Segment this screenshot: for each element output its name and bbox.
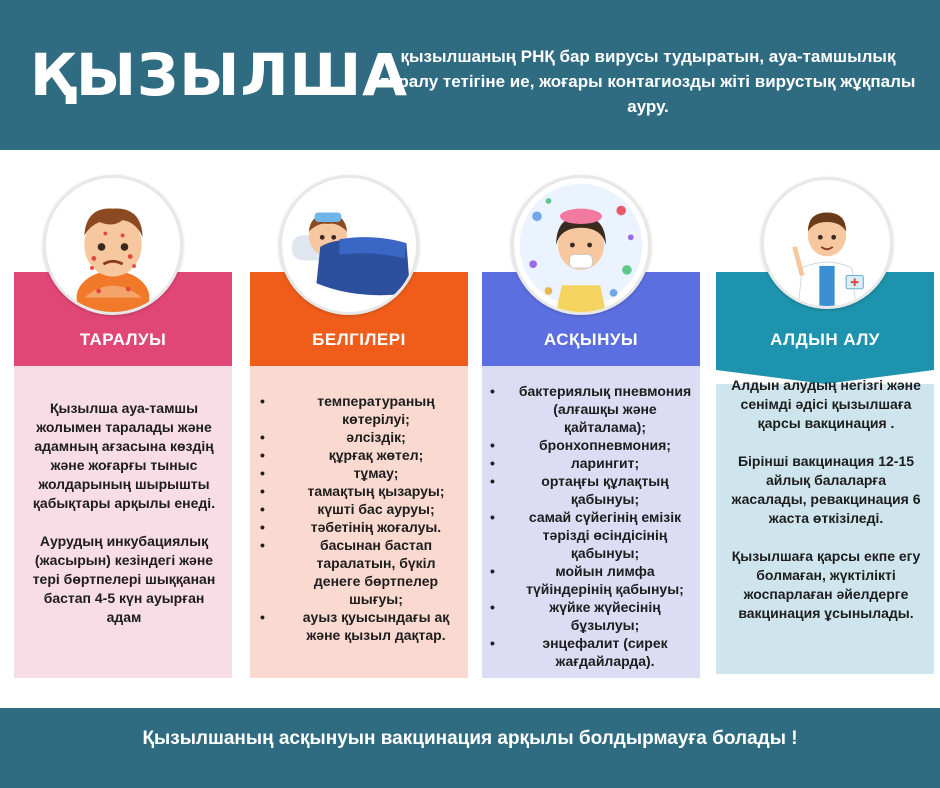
column-transmission [14, 175, 232, 685]
column-label: ТАРАЛУЫ [79, 330, 167, 349]
list-item: • тұмау; [258, 464, 464, 482]
column-body [716, 377, 934, 674]
list-item: • самай сүйегінің емізік тәрізді өсіндісінің қабынуы; [488, 508, 696, 562]
list-item: • жүйке жүйесінің бұзылуы; [488, 598, 696, 634]
symptom-list [258, 392, 464, 644]
column-complications [482, 175, 700, 685]
list-item: • күшті бас ауруы; [258, 500, 464, 518]
list-item: • мойын лимфа түйіндерінің қабынуы; [488, 562, 696, 598]
list-item: • температураның көтерілуі; [258, 392, 464, 428]
column-symptoms [250, 175, 468, 685]
list-item: • әлсіздік; [258, 428, 464, 446]
list-item: • бактериялық пневмония (алғашқы және қайталама); [488, 382, 696, 436]
list-item: • бронхопневмония; [488, 436, 696, 454]
column-label: АЛДЫН АЛУ [770, 330, 880, 349]
column-body [14, 366, 232, 678]
list-item: • басынан бастап таралатын, бүкіл денеге бөртпелер шығуы; [258, 536, 464, 608]
girl-with-viruses-icon [511, 175, 651, 315]
footer-text: Қызылшаның асқынуын вакцинация арқылы болдырмауға болады ! [142, 728, 798, 749]
list-item: • тамақтың қызаруы; [258, 482, 464, 500]
paragraph: Қызылша ауа-тамшы жолымен таралады және адамның ағзасына көздің және жоғарғы тыныс жолдарының шырышты қабықтары арқылы енеді. [32, 400, 216, 511]
page-title: ҚЫЗЫЛША [30, 41, 409, 109]
list-item: • ларингит; [488, 454, 696, 472]
header-banner [0, 0, 940, 150]
sick-child-icon [43, 175, 183, 315]
list-item: • тәбетінің жоғалуы. [258, 518, 464, 536]
column-label: БЕЛГІЛЕРІ [312, 330, 406, 349]
paragraph: Қызылшаға қарсы екпе егу болмаған, жүктілікті жоспарлаған әйелдерге вакцинация ұсынылады. [731, 548, 921, 621]
complication-list [488, 382, 696, 670]
column-body [482, 366, 700, 678]
child-in-bed-icon [279, 175, 419, 315]
list-item: • ауыз қуысындағы ақ және қызыл дақтар. [258, 608, 464, 644]
paragraph: Алдын алудың негізгі және сенімді әдісі қызылшаға қарсы вакцинация . [731, 377, 921, 431]
list-item: • ортаңғы құлақтың қабынуы; [488, 472, 696, 508]
paragraph: Бірінші вакцинация 12-15 айлық балаларға жасалады, ревакцинация 6 жаста өткізіледі. [731, 453, 921, 526]
paragraph: Аурудың инкубациялық (жасырын) кезіндегі және тері бөртпелері шыққанан бастап 4-5 күн ауырған адам [32, 533, 216, 625]
list-item: • құрғақ жөтел; [258, 446, 464, 464]
column-prevention [716, 175, 934, 685]
list-item: • энцефалит (сирек жағдайларда). [488, 634, 696, 670]
column-body [250, 366, 468, 678]
footer-banner [0, 708, 940, 788]
page-subtitle: қызылшаның РНҚ бар вирусы тудыратын, ауа-тамшылық таралу тетігіне ие, жоғары контагиозды жіті вирустық жұқпалы ауру. [380, 47, 916, 116]
column-label: АСҚЫНУЫ [543, 330, 639, 349]
doctor-icon [761, 177, 893, 309]
